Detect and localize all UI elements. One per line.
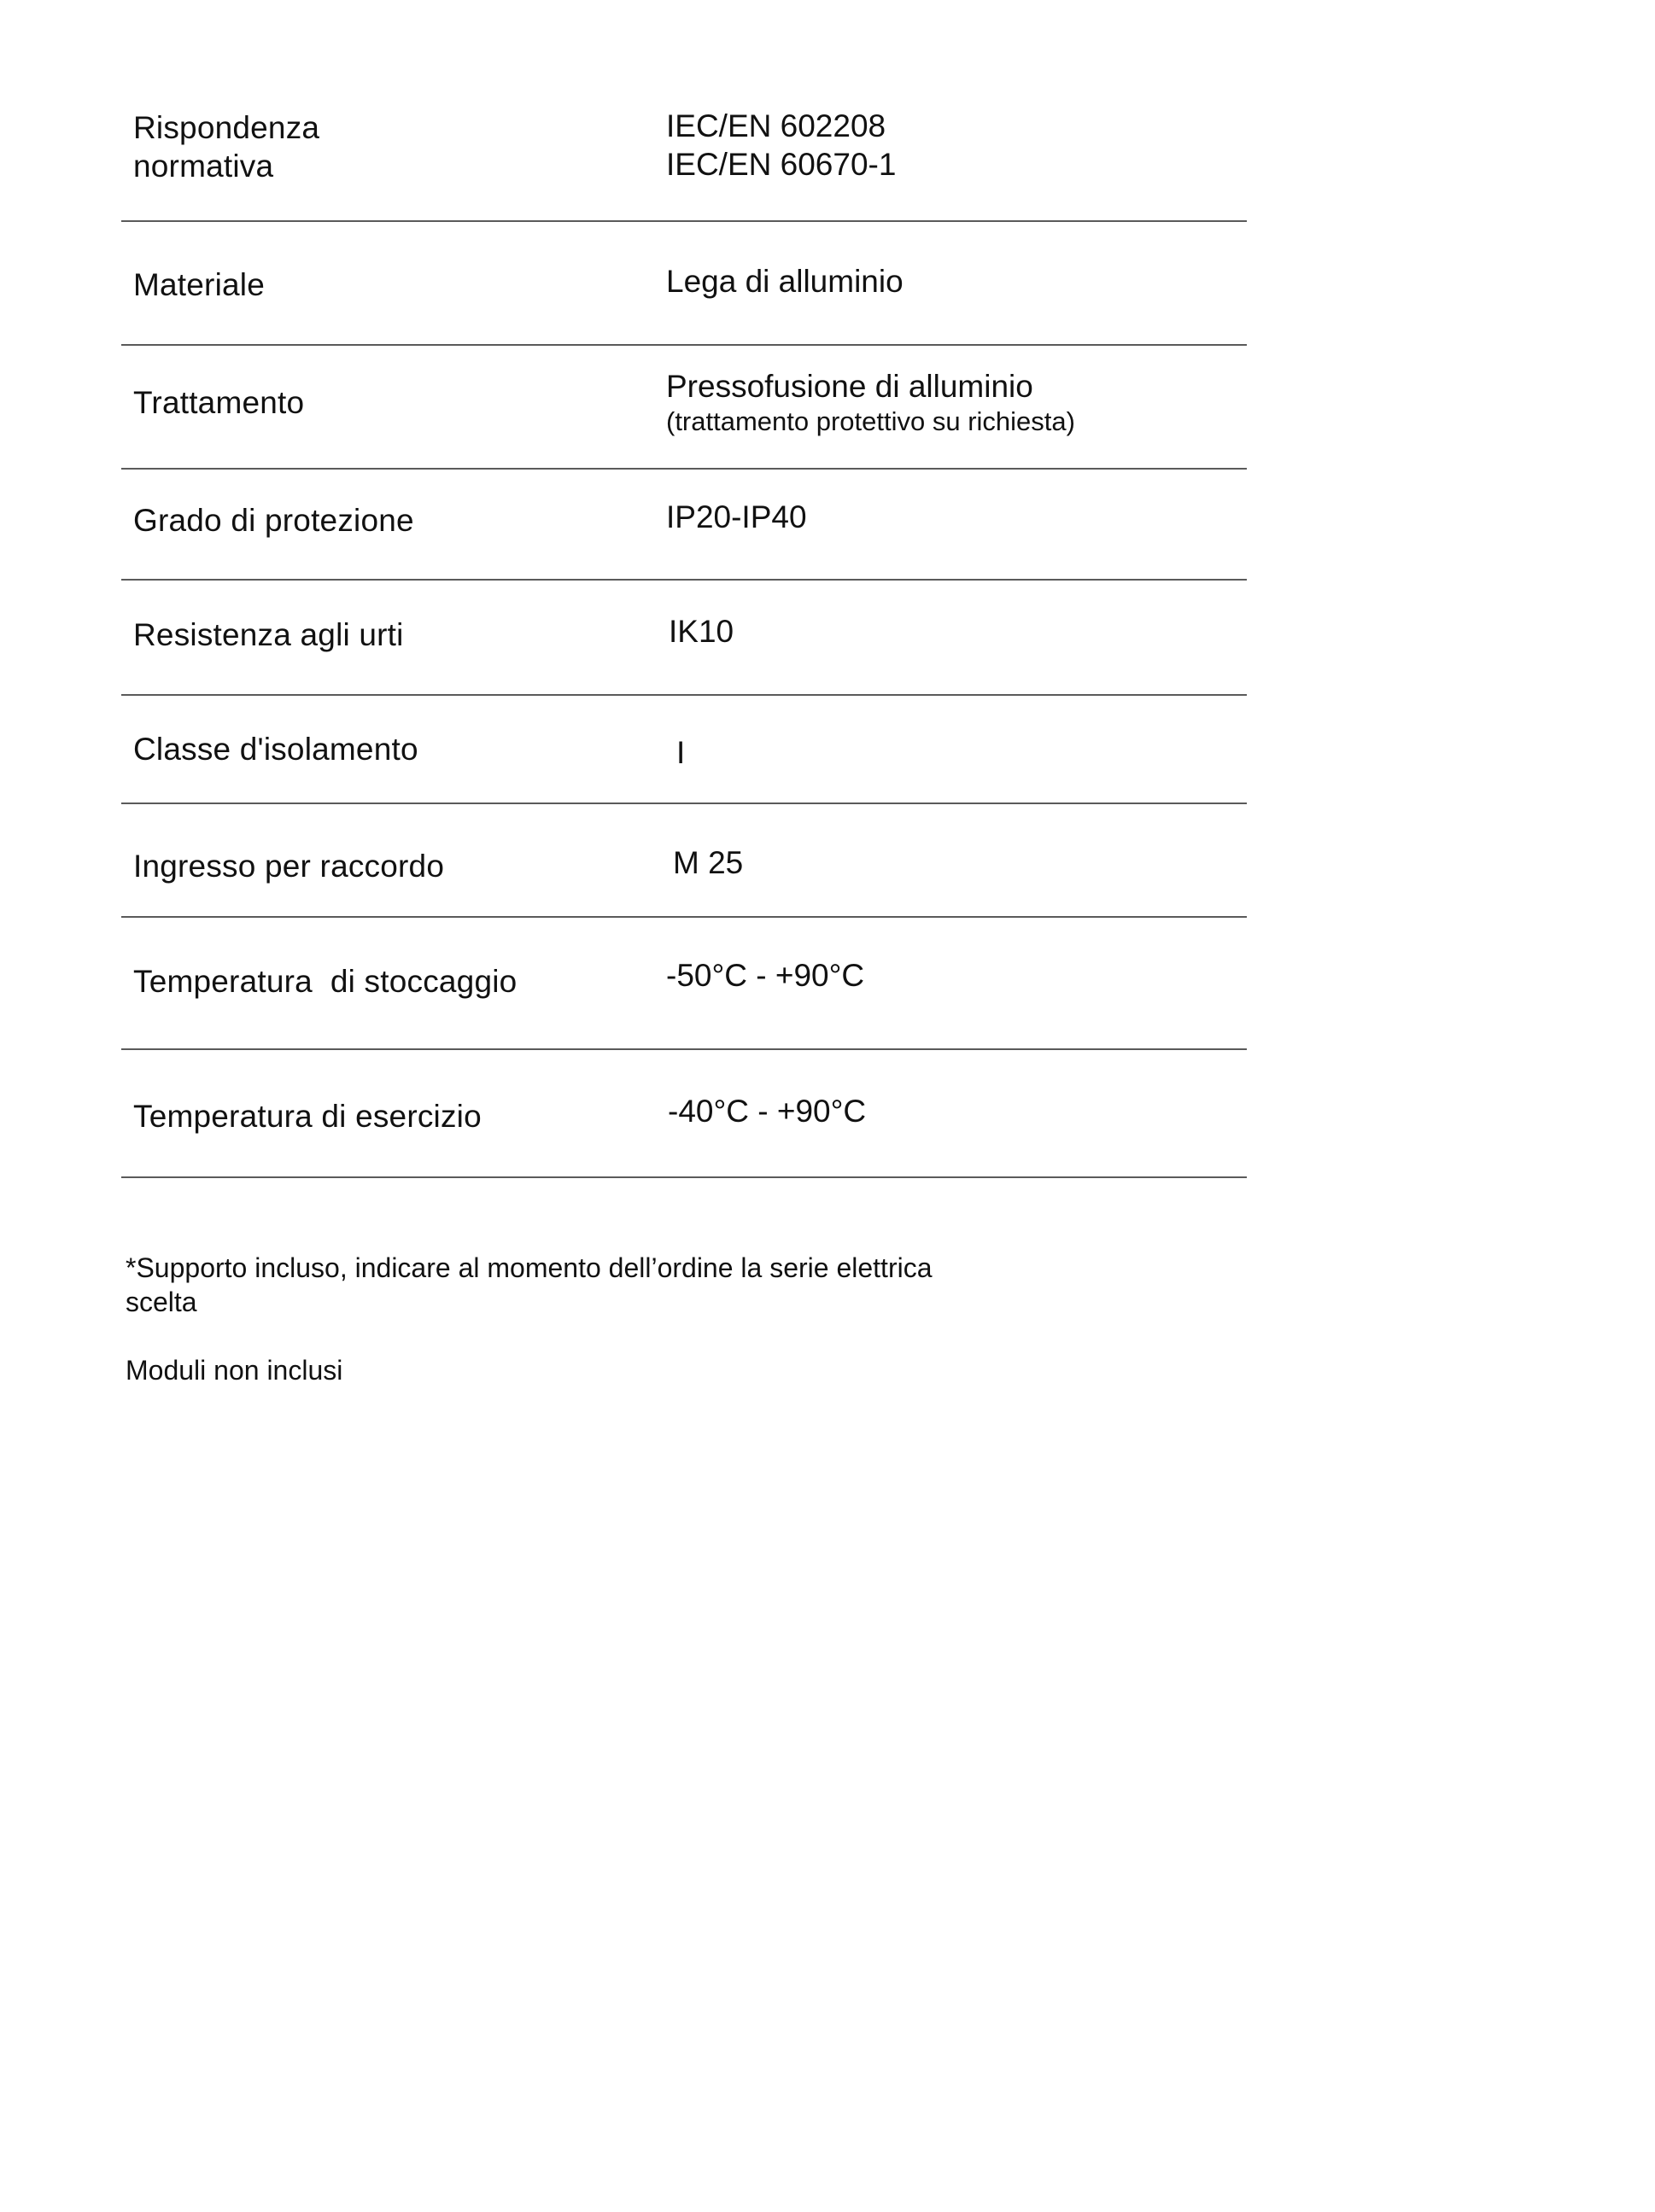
notes bbox=[126, 1251, 980, 1387]
spec-row-resistenza-urti bbox=[121, 581, 1247, 696]
spec-label: Temperatura di stoccaggio bbox=[133, 964, 518, 999]
spec-value-main: Pressofusione di alluminio bbox=[666, 369, 1033, 404]
spec-value: IK10 bbox=[669, 614, 734, 649]
spec-label: Materiale bbox=[133, 267, 265, 302]
spec-label: Grado di protezione bbox=[133, 503, 414, 538]
spec-label: Resistenza agli urti bbox=[133, 617, 404, 652]
spec-value: -50°C - +90°C bbox=[666, 958, 865, 993]
spec-row-trattamento bbox=[121, 346, 1247, 470]
spec-value-line: IEC/EN 602208 bbox=[666, 108, 886, 143]
spec-value-line: IEC/EN 60670-1 bbox=[666, 147, 897, 182]
spec-value: IP20-IP40 bbox=[666, 499, 807, 534]
spec-label: Rispondenza normativa bbox=[133, 110, 320, 184]
spec-row-rispondenza bbox=[121, 94, 1247, 222]
spec-value bbox=[666, 367, 1075, 438]
spec-row-ingresso-raccordo bbox=[121, 804, 1247, 918]
spec-value: Lega di alluminio bbox=[666, 264, 904, 299]
spec-row-temperatura-stoccaggio bbox=[121, 918, 1247, 1050]
modules-note: Moduli non inclusi bbox=[126, 1355, 343, 1386]
spec-row-classe-isolamento bbox=[121, 696, 1247, 804]
spec-row-temperatura-esercizio bbox=[121, 1050, 1247, 1178]
spec-label: Temperatura di esercizio bbox=[133, 1099, 482, 1134]
support-note: *Supporto incluso, indicare al momento dell’ordine la serie elettrica scelta bbox=[126, 1252, 933, 1317]
spec-row-grado-protezione bbox=[121, 470, 1247, 581]
spec-value: I bbox=[676, 735, 686, 770]
spec-label: Ingresso per raccordo bbox=[133, 849, 445, 884]
spec-value: -40°C - +90°C bbox=[668, 1094, 867, 1129]
spec-label: Classe d'isolamento bbox=[133, 732, 418, 767]
spec-value: M 25 bbox=[673, 845, 744, 880]
spec-table bbox=[121, 94, 1247, 1178]
spec-label: Trattamento bbox=[133, 385, 305, 420]
spec-value bbox=[666, 107, 896, 184]
spec-value-note: (trattamento protettivo su richiesta) bbox=[666, 406, 1075, 436]
spec-row-materiale bbox=[121, 222, 1247, 346]
